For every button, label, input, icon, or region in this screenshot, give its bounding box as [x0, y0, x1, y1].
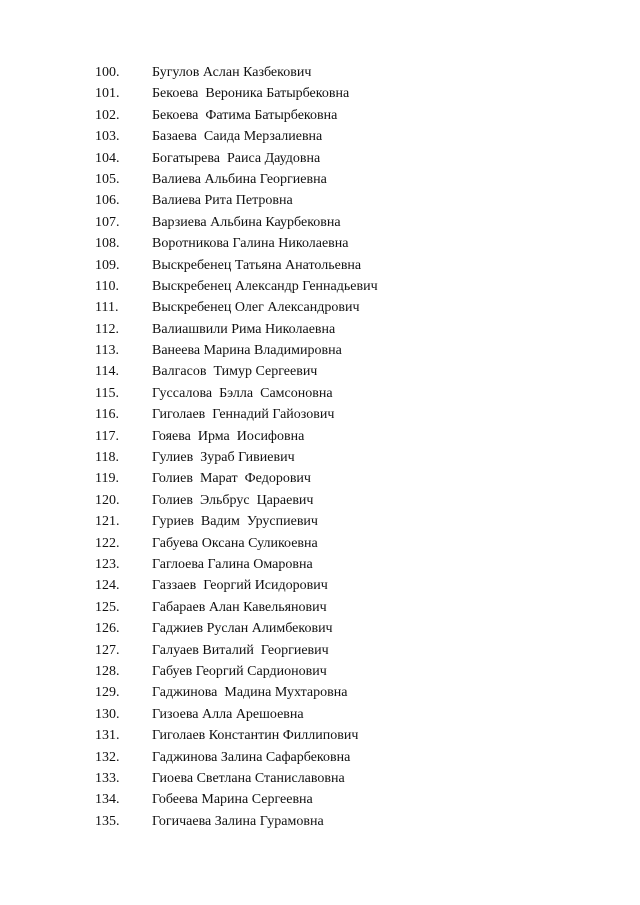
list-item [95, 340, 615, 361]
entry-number: 129. [95, 685, 120, 701]
list-item [95, 404, 615, 425]
list-item [95, 768, 615, 789]
entry-name: Голиев Эльбрус Цараевич [152, 492, 314, 508]
entry-name: Гаджинова Залина Сафарбековна [152, 749, 351, 765]
entry-name: Гогичаева Залина Гурамовна [152, 813, 324, 829]
entry-name: Габуев Георгий Сардионович [152, 663, 327, 679]
entry-name: Гиоева Светлана Станиславовна [152, 770, 345, 786]
entry-number: 115. [95, 385, 119, 401]
entry-name: Богатырева Раиса Даудовна [152, 150, 321, 166]
entry-name: Гаджинова Мадина Мухтаровна [152, 685, 348, 701]
list-item [95, 233, 615, 254]
entry-name: Габуева Оксана Суликоевна [152, 535, 318, 551]
list-item [95, 169, 615, 190]
entry-number: 110. [95, 278, 119, 294]
entry-number: 116. [95, 407, 119, 423]
list-item [95, 533, 615, 554]
entry-number: 102. [95, 107, 120, 123]
entry-number: 109. [95, 257, 120, 273]
entry-number: 118. [95, 450, 119, 466]
entry-number: 103. [95, 129, 120, 145]
entry-number: 127. [95, 642, 120, 658]
entry-number: 125. [95, 599, 120, 615]
list-item [95, 554, 615, 575]
entry-name: Валгасов Тимур Сергеевич [152, 364, 318, 380]
list-item [95, 618, 615, 639]
entry-number: 106. [95, 193, 120, 209]
list-item [95, 725, 615, 746]
entry-name: Гаджиев Руслан Алимбекович [152, 621, 333, 637]
entry-number: 135. [95, 813, 120, 829]
entry-name: Галуаев Виталий Георгиевич [152, 642, 329, 658]
entry-number: 121. [95, 514, 120, 530]
entry-number: 114. [95, 364, 119, 380]
entry-name: Голиев Марат Федорович [152, 471, 311, 487]
entry-name: Валиева Альбина Георгиевна [152, 171, 327, 187]
entry-number: 120. [95, 492, 120, 508]
list-item [95, 319, 615, 340]
list-item [95, 747, 615, 768]
entry-number: 119. [95, 471, 119, 487]
entry-name: Выскребенец Олег Александрович [152, 300, 360, 316]
list-item [95, 490, 615, 511]
entry-name: Ванеева Марина Владимировна [152, 343, 342, 359]
entry-number: 111. [95, 300, 119, 316]
list-item [95, 361, 615, 382]
entry-number: 104. [95, 150, 120, 166]
entry-number: 108. [95, 236, 120, 252]
list-item [95, 105, 615, 126]
entry-name: Гуриев Вадим Уруспиевич [152, 514, 318, 530]
list-item [95, 276, 615, 297]
list-item [95, 468, 615, 489]
list-item [95, 511, 615, 532]
entry-number: 100. [95, 65, 120, 80]
entry-name: Гояева Ирма Иосифовна [152, 428, 305, 444]
entry-name: Гизоева Алла Арешоевна [152, 706, 304, 722]
list-item [95, 83, 615, 104]
entry-name: Габараев Алан Кавельянович [152, 599, 327, 615]
entry-name: Выскребенец Татьяна Анатольевна [152, 257, 362, 273]
entry-name: Гаглоева Галина Омаровна [152, 556, 313, 572]
entry-name: Варзиева Альбина Каурбековна [152, 214, 341, 230]
list-item [95, 426, 615, 447]
entry-number: 134. [95, 792, 120, 808]
list-item [95, 297, 615, 318]
entry-number: 112. [95, 321, 119, 337]
entry-name: Воротникова Галина Николаевна [152, 236, 349, 252]
entry-name: Базаева Саида Мерзалиевна [152, 129, 323, 145]
list-item [95, 682, 615, 703]
list-item [95, 575, 615, 596]
entry-number: 122. [95, 535, 120, 551]
entry-number: 128. [95, 663, 120, 679]
entry-name: Газзаев Георгий Исидорович [152, 578, 328, 594]
entry-number: 133. [95, 770, 120, 786]
entry-name: Выскребенец Александр Геннадьевич [152, 278, 378, 294]
list-item [95, 811, 615, 832]
entry-number: 132. [95, 749, 120, 765]
entry-name: Бугулов Аслан Казбекович [152, 65, 312, 80]
entry-name: Гуссалова Бэлла Самсоновна [152, 385, 333, 401]
entry-name: Бекоева Вероника Батырбековна [152, 86, 350, 102]
entry-name: Гиголаев Константин Филлипович [152, 728, 359, 744]
entry-name: Бекоева Фатима Батырбековна [152, 107, 338, 123]
list-item [95, 255, 615, 276]
entry-number: 107. [95, 214, 120, 230]
list-item [95, 126, 615, 147]
list-item [95, 661, 615, 682]
entry-name: Валиева Рита Петровна [152, 193, 293, 209]
entry-number: 130. [95, 706, 120, 722]
name-list [95, 62, 615, 832]
list-item [95, 383, 615, 404]
entry-name: Гиголаев Геннадий Гайозович [152, 407, 335, 423]
entry-number: 113. [95, 343, 119, 359]
entry-name: Гулиев Зураб Гивиевич [152, 450, 295, 466]
entry-number: 105. [95, 171, 120, 187]
list-item [95, 190, 615, 211]
list-item [95, 447, 615, 468]
entry-number: 123. [95, 556, 120, 572]
list-item [95, 704, 615, 725]
list-item [95, 148, 615, 169]
entry-number: 131. [95, 728, 120, 744]
list-item [95, 212, 615, 233]
list-item [95, 789, 615, 810]
entry-name: Гобеева Марина Сергеевна [152, 792, 313, 808]
entry-number: 126. [95, 621, 120, 637]
list-item [95, 62, 615, 83]
entry-number: 117. [95, 428, 119, 444]
entry-name: Валиашвили Рима Николаевна [152, 321, 336, 337]
list-item [95, 640, 615, 661]
entry-number: 101. [95, 86, 120, 102]
entry-number: 124. [95, 578, 120, 594]
list-item [95, 597, 615, 618]
